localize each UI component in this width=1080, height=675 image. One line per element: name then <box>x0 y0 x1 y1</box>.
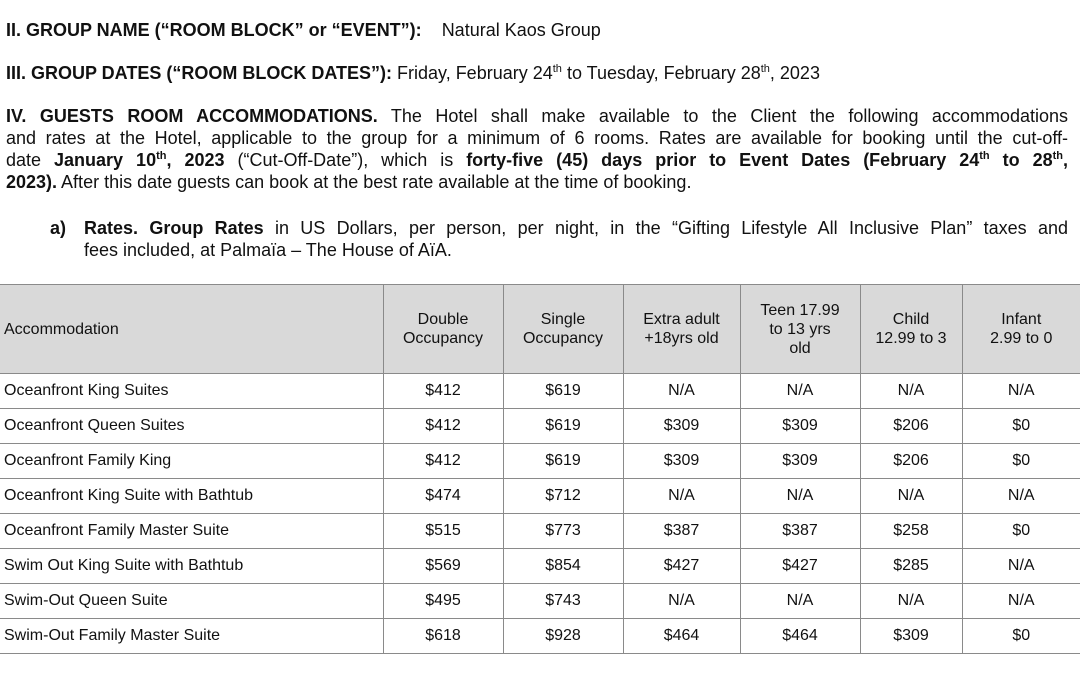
header-text: Child <box>892 311 930 328</box>
single-rate-cell: $854 <box>503 549 623 584</box>
table-row <box>0 409 1080 444</box>
extra-adult-rate-cell: N/A <box>623 479 740 514</box>
paragraph-text: After this date guests can book at the best rate available at the time of booking. <box>57 172 692 192</box>
prior-days-text: forty-five (45) days prior to Event Dates (February 24 <box>466 150 980 170</box>
paragraph-line <box>6 105 1068 127</box>
room-name-cell: Swim-Out Family Master Suite <box>0 619 383 654</box>
header-text: Single <box>540 311 586 328</box>
paragraph-line: and rates at the Hotel, applicable to the group for a minimum of 6 rooms. Rates are available for booking until the cut-off- <box>6 128 1068 148</box>
room-name-cell: Oceanfront Family Master Suite <box>0 514 383 549</box>
infant-rate-cell: N/A <box>962 549 1080 584</box>
group-dates-start: Friday, February 24 <box>397 63 553 83</box>
teen-rate-cell: $387 <box>740 514 860 549</box>
table-row <box>0 584 1080 619</box>
table-row <box>0 444 1080 479</box>
double-rate-cell: $412 <box>383 409 503 444</box>
double-rate-cell: $618 <box>383 619 503 654</box>
infant-rate-cell: N/A <box>962 479 1080 514</box>
paragraph-text: date <box>6 150 55 170</box>
header-text: 2.99 to 0 <box>990 330 1053 347</box>
table-row <box>0 549 1080 584</box>
child-rate-cell: $206 <box>860 444 962 479</box>
cutoff-date-text: January 10 <box>54 150 157 170</box>
infant-rate-cell: N/A <box>962 584 1080 619</box>
paragraph-line <box>6 149 1068 171</box>
group-dates-label: III. GROUP DATES (“ROOM BLOCK DATES”): <box>6 63 392 83</box>
header-single-occupancy <box>503 285 623 374</box>
child-rate-cell: N/A <box>860 584 962 619</box>
single-rate-cell: $619 <box>503 444 623 479</box>
year-text: 2023). <box>6 172 58 192</box>
header-extra-adult <box>623 285 740 374</box>
prior-days-text: , <box>1063 150 1069 170</box>
teen-rate-cell: N/A <box>740 584 860 619</box>
double-rate-cell: $495 <box>383 584 503 619</box>
group-name-line <box>6 20 601 41</box>
prior-days-text: to 28 <box>989 150 1053 170</box>
accommodations-heading: IV. GUESTS ROOM ACCOMMODATIONS. <box>6 106 378 126</box>
header-infant <box>962 285 1080 374</box>
room-name-cell: Swim-Out Queen Suite <box>0 584 383 619</box>
group-dates-mid: to Tuesday, February 28 <box>561 63 761 83</box>
table-row <box>0 479 1080 514</box>
double-rate-cell: $412 <box>383 444 503 479</box>
room-name-cell: Oceanfront King Suite with Bathtub <box>0 479 383 514</box>
infant-rate-cell: $0 <box>962 514 1080 549</box>
header-text: Extra adult <box>643 311 720 328</box>
ordinal-suffix: th <box>552 63 562 75</box>
infant-rate-cell: N/A <box>962 374 1080 409</box>
child-rate-cell: N/A <box>860 374 962 409</box>
header-teen <box>740 285 860 374</box>
child-rate-cell: $285 <box>860 549 962 584</box>
header-text: old <box>789 339 811 357</box>
rates-table <box>0 284 1080 654</box>
group-dates-line <box>6 63 820 84</box>
group-name-value: Natural Kaos Group <box>441 20 601 40</box>
extra-adult-rate-cell: N/A <box>623 584 740 619</box>
header-text: Teen 17.99 <box>760 301 840 319</box>
room-name-cell: Swim Out King Suite with Bathtub <box>0 549 383 584</box>
single-rate-cell: $619 <box>503 374 623 409</box>
header-accommodation: Accommodation <box>0 285 383 374</box>
cutoff-date <box>54 150 225 170</box>
ordinal-suffix: th <box>979 150 990 162</box>
room-name-cell: Oceanfront Queen Suites <box>0 409 383 444</box>
header-double-occupancy <box>383 285 503 374</box>
header-text: Occupancy <box>522 330 604 347</box>
cutoff-date-year: , 2023 <box>166 150 225 170</box>
table-row <box>0 514 1080 549</box>
extra-adult-rate-cell: $387 <box>623 514 740 549</box>
child-rate-cell: $258 <box>860 514 962 549</box>
single-rate-cell: $712 <box>503 479 623 514</box>
double-rate-cell: $515 <box>383 514 503 549</box>
teen-rate-cell: $464 <box>740 619 860 654</box>
subsection-marker: a) <box>50 218 67 238</box>
table-header-row <box>0 285 1080 374</box>
infant-rate-cell: $0 <box>962 409 1080 444</box>
room-name-cell: Oceanfront Family King <box>0 444 383 479</box>
header-text: +18yrs old <box>644 330 719 347</box>
header-text: Double <box>417 311 469 328</box>
teen-rate-cell: $309 <box>740 409 860 444</box>
subsection-line <box>84 217 1068 239</box>
infant-rate-cell: $0 <box>962 619 1080 654</box>
subsection-body <box>84 217 1068 261</box>
header-child <box>860 285 962 374</box>
group-name-label: II. GROUP NAME (“ROOM BLOCK” or “EVENT”): <box>6 20 422 40</box>
header-text: 12.99 to 3 <box>875 330 947 347</box>
table-row <box>0 619 1080 654</box>
teen-rate-cell: N/A <box>740 374 860 409</box>
header-text: to 13 yrs <box>769 320 831 338</box>
extra-adult-rate-cell: $309 <box>623 409 740 444</box>
child-rate-cell: $206 <box>860 409 962 444</box>
group-dates-end: , 2023 <box>769 63 820 83</box>
ordinal-suffix: th <box>156 150 167 162</box>
extra-adult-rate-cell: $427 <box>623 549 740 584</box>
infant-rate-cell: $0 <box>962 444 1080 479</box>
single-rate-cell: $743 <box>503 584 623 619</box>
single-rate-cell: $619 <box>503 409 623 444</box>
subsection-text: in US Dollars, per person, per night, in the “Gifting Lifestyle All Inclusive Plan” taxes and <box>263 218 1068 238</box>
paragraph-line <box>6 171 1068 193</box>
table-row <box>0 374 1080 409</box>
extra-adult-rate-cell: $309 <box>623 444 740 479</box>
teen-rate-cell: $309 <box>740 444 860 479</box>
double-rate-cell: $412 <box>383 374 503 409</box>
subsection-line: fees included, at Palmaïa – The House of AïA. <box>84 240 452 260</box>
double-rate-cell: $569 <box>383 549 503 584</box>
teen-rate-cell: $427 <box>740 549 860 584</box>
single-rate-cell: $928 <box>503 619 623 654</box>
extra-adult-rate-cell: N/A <box>623 374 740 409</box>
extra-adult-rate-cell: $464 <box>623 619 740 654</box>
double-rate-cell: $474 <box>383 479 503 514</box>
ordinal-suffix: th <box>1052 150 1064 162</box>
accommodations-paragraph <box>6 105 1068 193</box>
child-rate-cell: $309 <box>860 619 962 654</box>
single-rate-cell: $773 <box>503 514 623 549</box>
teen-rate-cell: N/A <box>740 479 860 514</box>
header-text: Infant <box>1001 311 1042 328</box>
header-text: Occupancy <box>402 330 484 347</box>
paragraph-text: (“Cut-Off-Date”), which is <box>224 150 467 170</box>
prior-days-clause <box>466 150 1068 170</box>
rates-heading: Rates. Group Rates <box>84 218 264 238</box>
room-name-cell: Oceanfront King Suites <box>0 374 383 409</box>
ordinal-suffix: th <box>760 63 770 75</box>
child-rate-cell: N/A <box>860 479 962 514</box>
paragraph-text: The Hotel shall make available to the Client the following accommodations <box>377 106 1068 126</box>
